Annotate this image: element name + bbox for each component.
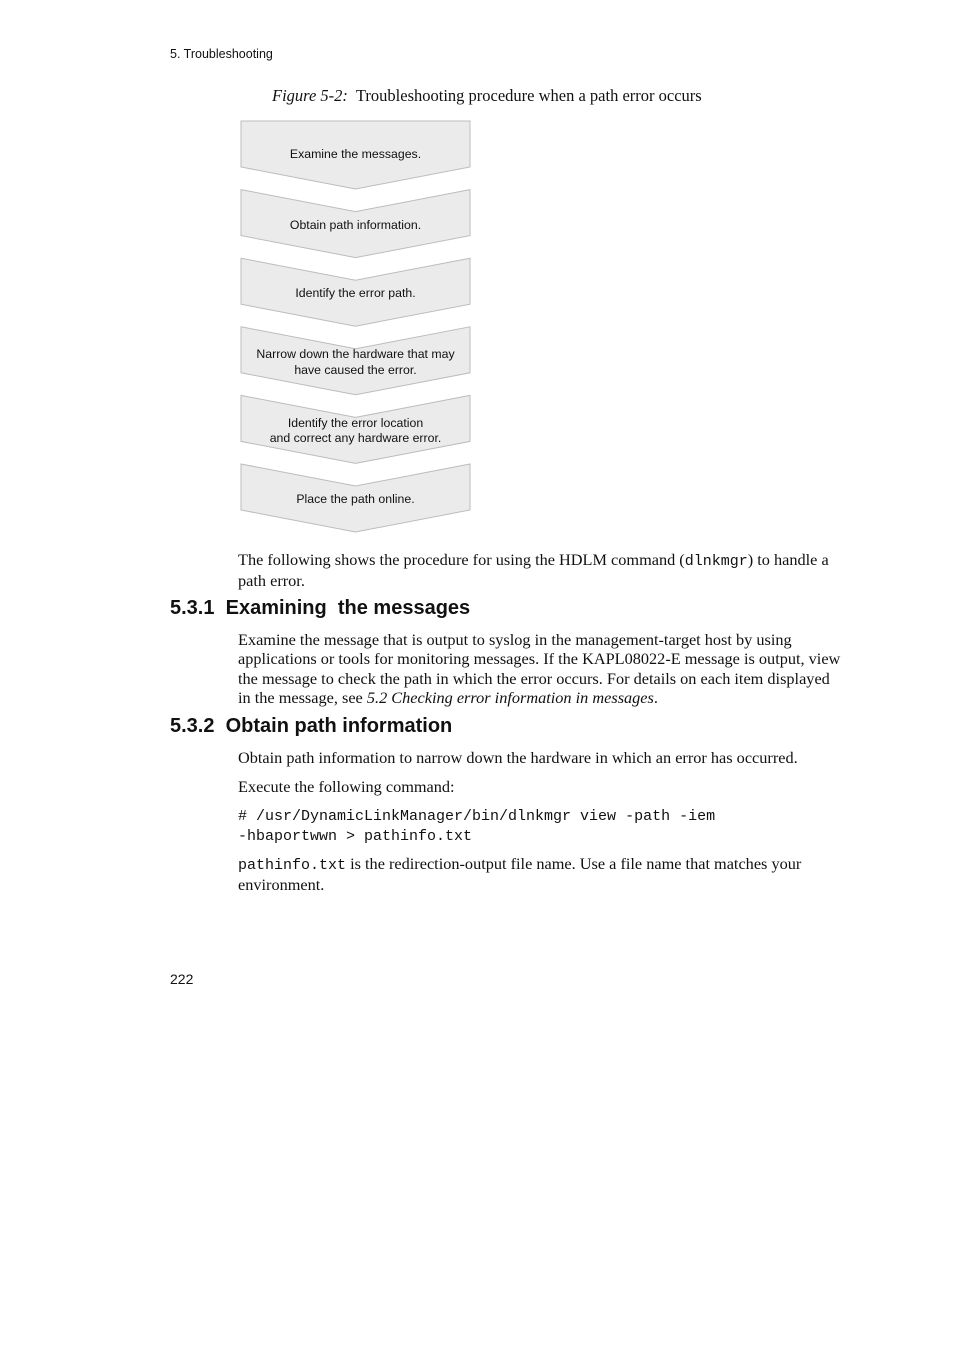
- code-line: -hbaportwwn > pathinfo.txt: [238, 827, 473, 845]
- section-number: 5.3.1: [170, 597, 215, 619]
- section-title: Examining the messages: [225, 597, 471, 619]
- flowchart: [240, 120, 471, 534]
- flow-step-line: Identify the error location: [287, 415, 424, 430]
- body-text: Examine the message that is output to syslog in the management-target host by using applications or tools for monitoring messages. If the KAPL08022-E message is output, view the message to check the path in which the error occurs. For details on each item displayed in the message, see: [238, 630, 841, 708]
- page-number: 222: [170, 971, 194, 987]
- flowchart-shapes: [240, 120, 471, 534]
- running-head: 5. Troubleshooting: [170, 47, 273, 61]
- intro-text-end: ) to handle a path error.: [238, 550, 829, 591]
- flow-step-line: Narrow down the hardware that may: [256, 347, 455, 362]
- section-heading-5-3-1: [170, 597, 470, 620]
- figure-label: Figure 5-2:: [272, 86, 348, 105]
- body-text-end: .: [653, 688, 658, 708]
- flow-step-label: [240, 147, 471, 163]
- flow-step-label: [240, 218, 471, 234]
- command-name: dlnkmgr: [684, 553, 748, 570]
- intro-text: The following shows the procedure for using the HDLM command (: [238, 550, 685, 569]
- cross-reference: 5.2 Checking error information in messages: [366, 688, 654, 708]
- file-name: pathinfo.txt: [238, 857, 347, 874]
- figure-title: Troubleshooting procedure when a path error occurs: [355, 86, 702, 105]
- flow-step-line: Place the path online.: [296, 492, 415, 507]
- flow-step-label: [240, 416, 471, 447]
- section-5-3-2-para2: Execute the following command:: [238, 777, 455, 796]
- file-description: is the redirection-output file name. Use a file name that matches your environment.: [238, 854, 802, 895]
- command-example: [238, 807, 844, 846]
- flow-step-line: have caused the error.: [294, 362, 417, 377]
- flow-step-line: Examine the messages.: [289, 147, 422, 162]
- flow-step-line: Obtain path information.: [289, 217, 422, 232]
- figure-caption: [272, 86, 702, 106]
- code-line: # /usr/DynamicLinkManager/bin/dlnkmgr view -path -iem: [238, 808, 716, 825]
- flow-step-label: [240, 286, 471, 302]
- section-5-3-1-body: [238, 630, 844, 708]
- flow-step-label: [240, 492, 471, 508]
- flow-step-label: [240, 347, 471, 378]
- flow-step-line: and correct any hardware error.: [269, 431, 442, 446]
- section-title: Obtain path information: [225, 715, 453, 737]
- section-number: 5.3.2: [170, 715, 215, 737]
- section-5-3-2-para1: Obtain path information to narrow down the hardware in which an error has occurred.: [238, 748, 798, 767]
- section-5-3-2-para3: [238, 854, 844, 895]
- section-heading-5-3-2: [170, 715, 452, 738]
- flow-step-line: Identify the error path.: [295, 286, 416, 301]
- intro-paragraph: [238, 550, 844, 591]
